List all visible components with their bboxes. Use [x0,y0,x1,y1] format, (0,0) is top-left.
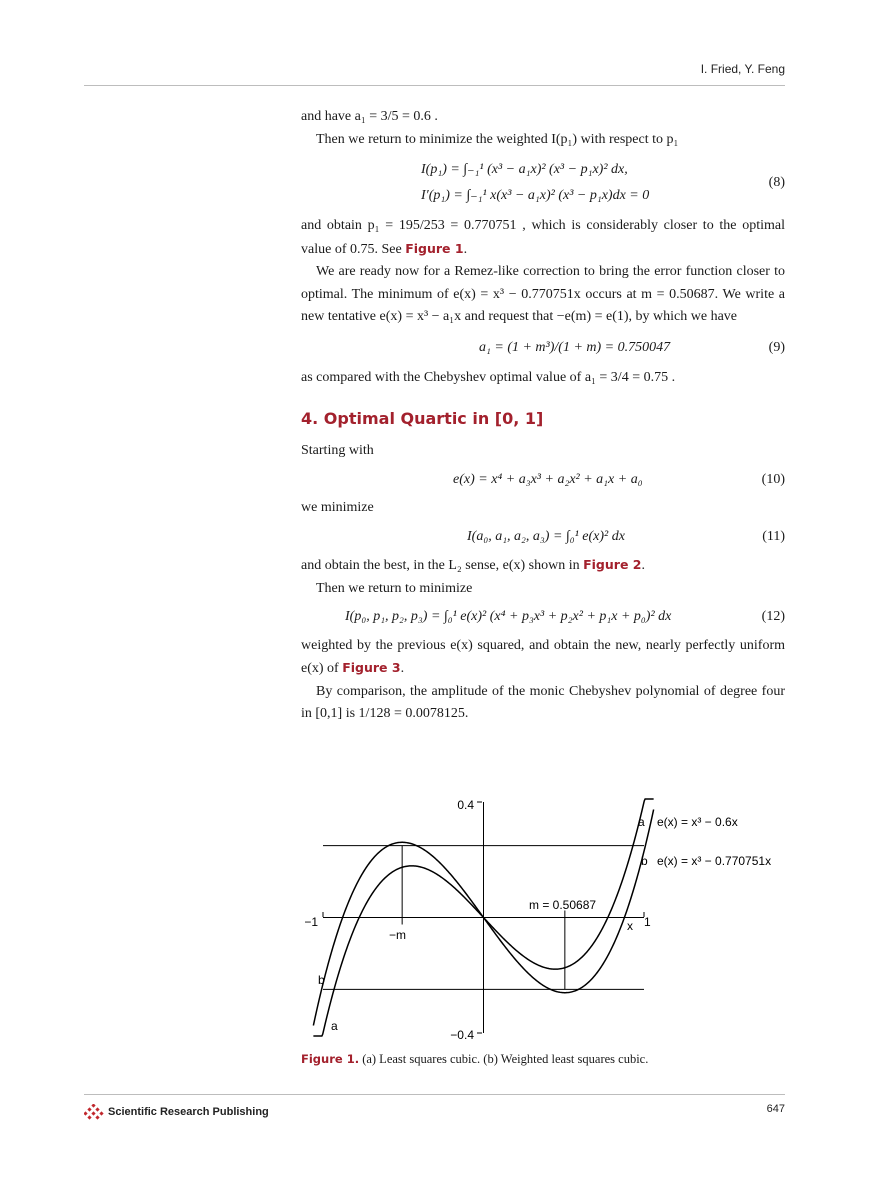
legend-a: e(x) = x³ − 0.6x [657,815,738,829]
equation-number: (12) [761,609,785,624]
equation-8 [301,157,785,209]
paragraph: weighted by the previous e(x) squared, and obtain the new, nearly perfectly uniform e(x) of Figure 3. [301,637,785,676]
equation-number: (11) [762,528,785,544]
paragraph: Starting with [301,443,374,458]
equation-body: e(x) = x⁴ + a₃x³ + a₂x² + a₁x + a₀ [453,471,643,487]
cubic-chart [301,795,785,1045]
publisher-diamond-icon [84,1104,104,1120]
figure-link[interactable]: Figure 2 [583,557,642,572]
curve-a-end-label: a [638,815,645,829]
page-number: 647 [766,1103,785,1115]
paragraph: as compared with the Chebyshev optimal value of a₁ = 3/4 = 0.75 . [301,370,676,385]
header-divider [84,85,785,86]
publisher-name: Scientific Research Publishing [108,1106,269,1118]
equation-10 [301,469,785,492]
paragraph: and obtain p₁ = 195/253 = 0.770751 , which is considerably closer to the optimal value of 0.75. See Figure 1. [301,218,785,257]
running-header: I. Fried, Y. Feng [700,62,785,76]
paragraph: Then we return to minimize [316,580,473,596]
equation-12 [301,606,785,629]
paragraph: By comparison, the amplitude of the monic Chebyshev polynomial of degree four in [0,1] is 1/128 = 0.0078125. [301,683,785,721]
figure-caption: Figure 1. (a) Least squares cubic. (b) Weighted least squares cubic. [301,1052,649,1066]
curve-b-start-label: b [318,973,325,987]
equation-number: (10) [761,471,785,487]
paragraph: and obtain the best, in the L₂ sense, e(x) shown in Figure 2. [301,557,645,573]
page-body [301,106,785,726]
x-tick-label: −1 [304,915,318,929]
equation-number: (9) [768,339,785,355]
paragraph: we minimize [301,500,374,515]
equation-number: (8) [768,174,785,190]
figure-link[interactable]: Figure 1 [405,240,464,256]
publisher-logo [84,1104,269,1120]
caption-figure-ref: Figure 1. [301,1052,360,1066]
equation-9 [301,337,785,360]
footer-divider [84,1094,785,1095]
curve-b-end-label: b [641,854,648,868]
m-label: m = 0.50687 [529,898,597,912]
paragraph: Then we return to minimize the weighted I(p₁) with respect to p₁ [316,131,679,147]
figure-link[interactable]: Figure 3 [342,660,401,675]
equation-body: I(a₀, a₁, a₂, a₃) = ∫₀¹ e(x)² dx [467,528,625,544]
paragraph: We are ready now for a Remez-like correction to bring the error function closer to optimal. The minimum of e(x) = x³ − 0.770751x occurs at m = 0.50687. We write a new tentative e(x) = x³ − a₁x and request that −e(m) = e(1), by which we have [301,264,785,324]
equation-body: a₁ = (1 + m³)/(1 + m) = 0.750047 [479,339,671,355]
section-heading: 4. Optimal Quartic in [0, 1] [301,408,544,428]
neg-m-label: −m [389,928,407,942]
y-tick-label: 0.4 [457,798,474,812]
equation-line: I(p₁) = ∫₋₁¹ (x³ − a₁x)² (x³ − p₁x)² dx, [421,162,628,177]
equation-body: I(p₀, p₁, p₂, p₃) = ∫₀¹ e(x)² (x⁴ + p₃x³ + p₂x² + p₁x + p₀)² dx [345,609,672,624]
legend-b: e(x) = x³ − 0.770751x [657,854,772,868]
x-tick-label: 1 [644,915,651,929]
paragraph: and have a₁ = 3/5 = 0.6 . [301,109,438,124]
x-axis-label: x [627,919,633,933]
equation-line: I′(p₁) = ∫₋₁¹ x(x³ − a₁x)² (x³ − p₁x)dx = 0 [421,188,650,203]
curve-a-start-label: a [331,1019,338,1033]
figure-1 [301,795,785,1045]
y-tick-label: −0.4 [450,1028,474,1042]
equation-11 [301,526,785,549]
